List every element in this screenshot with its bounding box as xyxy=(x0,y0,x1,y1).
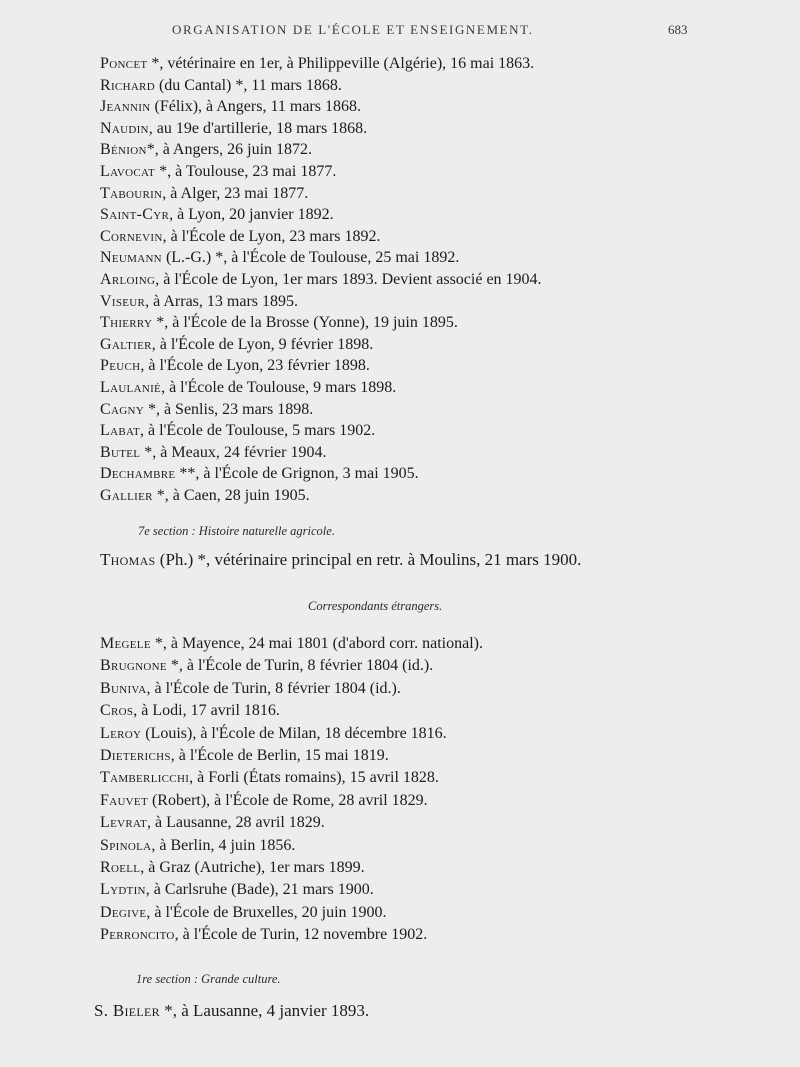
member-name: Roell xyxy=(100,859,141,876)
list-item xyxy=(100,925,427,945)
member-name: Galtier xyxy=(100,335,152,353)
member-name: Buniva xyxy=(100,679,147,697)
member-details: , à l'École de Lyon, 23 février 1898. xyxy=(140,357,370,375)
member-details: , à l'École de Lyon, 1er mars 1893. Devient associé en 1904. xyxy=(155,271,542,288)
member-details: , au 19e d'artillerie, 18 mars 1868. xyxy=(148,119,368,137)
member-name: Cornevin xyxy=(100,227,163,245)
list-item xyxy=(100,836,295,856)
member-details: *, à Senlis, 23 mars 1898. xyxy=(143,400,314,418)
member-details: , à Alger, 23 mai 1877. xyxy=(162,184,309,202)
section-heading-correspondants: Correspondants étrangers. xyxy=(308,599,443,613)
member-name: Thomas xyxy=(100,550,156,569)
list-item xyxy=(100,858,365,878)
list-item xyxy=(100,140,312,160)
list-item xyxy=(100,880,374,900)
member-name: Levrat xyxy=(100,814,148,832)
member-name: Arloing xyxy=(100,271,156,288)
member-name: Lavocat xyxy=(100,163,156,180)
list-item xyxy=(100,768,439,788)
member-details: , à l'École de Berlin, 15 mai 1819. xyxy=(170,747,389,764)
list-item xyxy=(100,656,433,676)
member-details: , à Forli (États romains), 15 avril 1828. xyxy=(189,769,439,787)
page-number: 683 xyxy=(668,22,688,37)
member-name: Tabourin xyxy=(100,184,163,202)
list-item xyxy=(100,119,367,139)
member-name: Saint-Cyr xyxy=(100,206,170,224)
section-heading-1: 1re section : Grande culture. xyxy=(136,972,281,986)
member-name: Richard xyxy=(100,76,155,94)
member-name: Lydtin xyxy=(100,881,146,899)
list-item xyxy=(100,356,370,376)
list-item xyxy=(100,421,375,441)
member-name: Cros xyxy=(100,702,134,720)
member-details: , à l'École de Bruxelles, 20 juin 1900. xyxy=(146,903,387,921)
member-details: (Ph.) *, vétérinaire principal en retr. à Moulins, 21 mars 1900. xyxy=(155,550,582,569)
member-details: *, à Angers, 26 juin 1872. xyxy=(146,141,313,159)
list-item xyxy=(100,634,483,654)
member-name: Bénion xyxy=(100,141,147,159)
member-name: Thierry xyxy=(100,314,153,332)
member-name: Cagny xyxy=(100,400,144,418)
list-item xyxy=(100,54,534,74)
member-name: Labat xyxy=(100,422,140,440)
list-item xyxy=(100,378,396,398)
member-details: *, à Mayence, 24 mai 1801 (d'abord corr. national). xyxy=(150,635,483,652)
member-details: *, à l'École de Turin, 8 février 1804 (id.). xyxy=(166,657,434,675)
member-name: Degive xyxy=(100,903,147,921)
member-details: *, à Lausanne, 4 janvier 1893. xyxy=(159,1001,370,1020)
member-name: Perroncito xyxy=(100,926,175,944)
list-item xyxy=(100,205,334,225)
member-details: , à l'École de Toulouse, 9 mars 1898. xyxy=(161,379,397,396)
member-details: , à Graz (Autriche), 1er mars 1899. xyxy=(140,859,365,876)
running-header: ORGANISATION DE L'ÉCOLE ET ENSEIGNEMENT. xyxy=(172,22,534,37)
member-details: (Louis), à l'École de Milan, 18 décembre 1816. xyxy=(141,724,447,742)
list-item xyxy=(100,335,373,355)
member-name: Spinola xyxy=(100,836,152,854)
member-details: *, à l'École de la Brosse (Yonne), 19 juin 1895. xyxy=(152,314,458,332)
list-item xyxy=(94,1001,369,1021)
member-details: , à Carlsruhe (Bade), 21 mars 1900. xyxy=(145,881,374,899)
member-details: , à Arras, 13 mars 1895. xyxy=(145,292,298,310)
member-details: *, vétérinaire en 1er, à Philippeville (Algérie), 16 mai 1863. xyxy=(147,55,535,72)
member-details: , à Lyon, 20 janvier 1892. xyxy=(169,206,334,224)
member-details: (du Cantal) *, 11 mars 1868. xyxy=(154,76,342,94)
list-item xyxy=(100,76,342,96)
list-item xyxy=(100,813,325,833)
member-name: Megele xyxy=(100,635,151,652)
list-item xyxy=(100,97,361,117)
member-details: , à l'École de Turin, 12 novembre 1902. xyxy=(174,926,428,944)
member-details: *, à Meaux, 24 février 1904. xyxy=(140,443,327,461)
member-name: Neumann xyxy=(100,249,162,267)
member-details: , à l'École de Turin, 8 février 1804 (id.). xyxy=(146,679,401,697)
member-details: (Félix), à Angers, 11 mars 1868. xyxy=(150,98,361,116)
member-name: Viseur xyxy=(100,292,146,310)
member-name: Tamberlicchi xyxy=(100,769,190,787)
list-item xyxy=(100,313,458,333)
list-item xyxy=(100,270,542,290)
list-item xyxy=(100,550,581,570)
list-item xyxy=(100,746,389,766)
list-item xyxy=(100,903,387,923)
member-name: Dechambre xyxy=(100,465,176,483)
list-item xyxy=(100,486,310,506)
list-item xyxy=(100,292,298,312)
member-details: , à l'École de Lyon, 23 mars 1892. xyxy=(162,227,381,245)
section-heading-7: 7e section : Histoire naturelle agricole. xyxy=(138,524,335,538)
list-item xyxy=(100,464,419,484)
member-details: *, à Toulouse, 23 mai 1877. xyxy=(155,163,337,180)
member-details: , à l'École de Toulouse, 5 mars 1902. xyxy=(140,422,376,440)
list-item xyxy=(100,443,326,463)
member-details: , à Berlin, 4 juin 1856. xyxy=(151,836,296,854)
member-name: Leroy xyxy=(100,724,142,742)
member-details: , à Lausanne, 28 avril 1829. xyxy=(147,814,325,832)
list-item xyxy=(100,400,313,420)
member-name: Laulanié xyxy=(100,379,162,396)
member-name: Poncet xyxy=(100,55,148,72)
member-details: (L.-G.) *, à l'École de Toulouse, 25 mai 1892. xyxy=(161,249,460,267)
member-name: S. Bieler xyxy=(94,1001,160,1020)
list-item xyxy=(100,227,381,247)
member-name: Peuch xyxy=(100,357,141,375)
member-name: Dieterichs xyxy=(100,747,171,764)
list-item xyxy=(100,248,459,268)
list-item xyxy=(100,724,447,744)
member-name: Fauvet xyxy=(100,791,148,809)
member-details: *, à Caen, 28 juin 1905. xyxy=(152,487,310,504)
member-details: **, à l'École de Grignon, 3 mai 1905. xyxy=(175,465,419,483)
list-item xyxy=(100,791,428,811)
member-name: Gallier xyxy=(100,487,153,504)
member-name: Jeannin xyxy=(100,98,151,116)
list-item xyxy=(100,679,401,699)
member-name: Brugnone xyxy=(100,657,167,675)
member-details: (Robert), à l'École de Rome, 28 avril 1829. xyxy=(147,791,428,809)
member-details: , à l'École de Lyon, 9 février 1898. xyxy=(151,335,374,353)
member-name: Butel xyxy=(100,443,141,461)
list-item xyxy=(100,162,336,182)
list-item xyxy=(100,184,308,204)
member-details: , à Lodi, 17 avril 1816. xyxy=(133,702,280,720)
list-item xyxy=(100,701,280,721)
member-name: Naudin xyxy=(100,119,149,137)
